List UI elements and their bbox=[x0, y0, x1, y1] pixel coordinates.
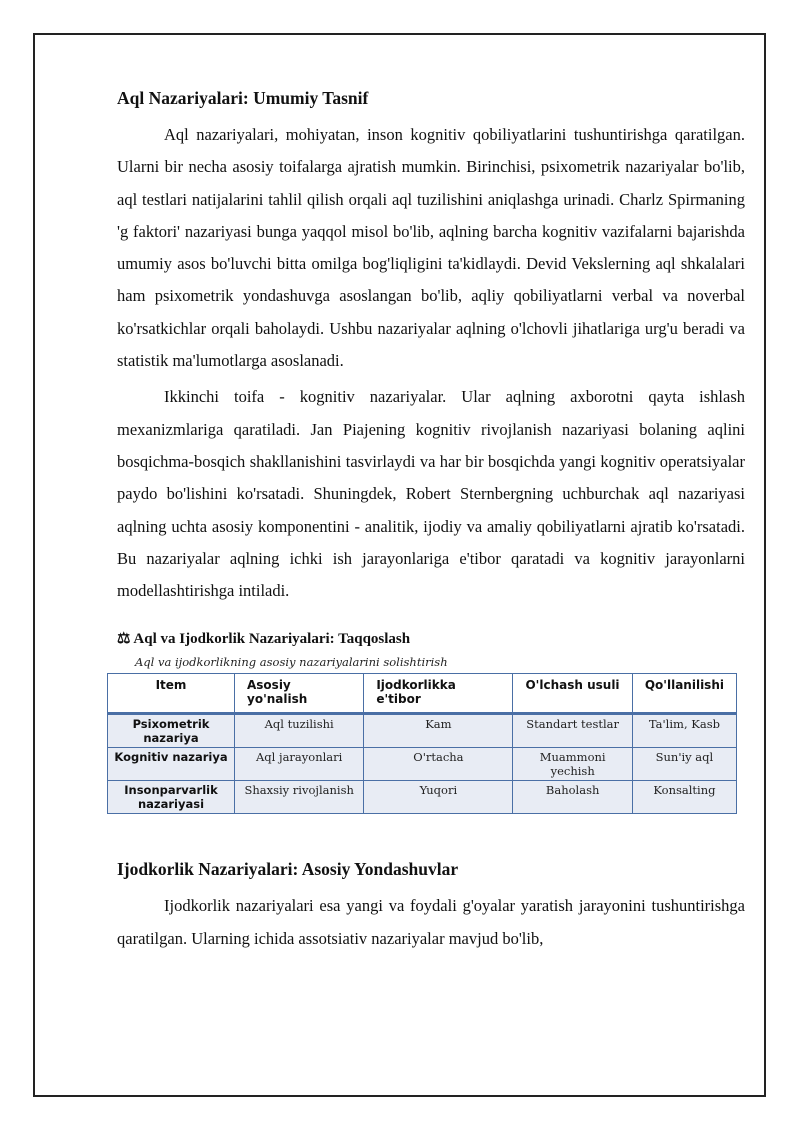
row-header: Kognitiv nazariya bbox=[108, 748, 235, 781]
table-cell: Baholash bbox=[513, 781, 632, 814]
paragraph: Ijodkorlik nazariyalari esa yangi va foydali g'oyalar yaratish jarayonini tushuntirishga qaratilgan. Ularning ichida assotsiativ nazariyalar mavjud bo'lib, bbox=[117, 896, 745, 948]
scales-icon: ⚖ bbox=[117, 631, 131, 648]
table-cell: O'rtacha bbox=[364, 748, 513, 781]
row-header: Insonparvarlik nazariyasi bbox=[108, 781, 235, 814]
table-cell: Ta'lim, Kasb bbox=[632, 714, 736, 748]
table-header-row bbox=[108, 674, 737, 714]
page-frame bbox=[33, 33, 766, 1097]
comparison-table bbox=[107, 673, 737, 814]
table-cell: Sun'iy aql bbox=[632, 748, 736, 781]
column-header: Asosiy yo'nalish bbox=[235, 674, 364, 714]
section-heading: Aql Nazariyalari: Umumiy Tasnif bbox=[117, 88, 369, 108]
table-row bbox=[108, 748, 737, 781]
table-title-text: Aql va Ijodkorlik Nazariyalari: Taqqoslash bbox=[133, 631, 411, 648]
column-header: Qo'llanilishi bbox=[632, 674, 736, 714]
table-cell: Aql jarayonlari bbox=[235, 748, 364, 781]
table-cell: Shaxsiy rivojlanish bbox=[235, 781, 364, 814]
row-header: Psixometrik nazariya bbox=[108, 714, 235, 748]
column-header: Ijodkorlikka e'tibor bbox=[364, 674, 513, 714]
table-row bbox=[108, 714, 737, 748]
column-header: Item bbox=[108, 674, 235, 714]
column-header: O'lchash usuli bbox=[513, 674, 632, 714]
table-caption: Aql va ijodkorlikning asosiy nazariyalarini solishtirish bbox=[135, 655, 448, 670]
table-title bbox=[117, 629, 745, 649]
table-cell: Standart testlar bbox=[513, 714, 632, 748]
table-cell: Yuqori bbox=[364, 781, 513, 814]
section-heading: Ijodkorlik Nazariyalari: Asosiy Yondashuvlar bbox=[117, 859, 459, 880]
document-content bbox=[114, 87, 745, 959]
paragraph: Ikkinchi toifa - kognitiv nazariyalar. Ular aqlning axborotni qayta ishlash mexanizmlariga qaratiladi. Jan Piajening kognitiv rivojlanish nazariyasi bolaning aqlini bosqichma-bosqich shakllanishini tasvirlaydi va har bir bosqichda yangi kognitiv operatsiyalar paydo bo'lishini ko'rsatadi. Shuningdek, Robert Sternbergning uchburchak aql nazariyasi aqlning uchta asosiy komponentini - analitik, ijodiy va amaliy qobiliyatlarni ajratib ko'rsatadi. Bu nazariyalar aqlning ichki ish jarayonlariga e'tibor qaratadi va kognitiv jarayonlarni modellashtirishga intiladi. bbox=[117, 387, 745, 601]
table-row bbox=[108, 781, 737, 814]
table-cell: Konsalting bbox=[632, 781, 736, 814]
table-cell: Muammoni yechish bbox=[513, 748, 632, 781]
table-cell: Kam bbox=[364, 714, 513, 748]
table-cell: Aql tuzilishi bbox=[235, 714, 364, 748]
paragraph: Aql nazariyalari, mohiyatan, inson kognitiv qobiliyatlarini tushuntirishga qaratilgan. Ularni bir necha asosiy toifalarga ajratish mumkin. Birinchisi, psixometrik nazariyalar bo'lib, aql testlari natijalarini tahlil qilish orqali aql tuzilishini aniqlashga urinadi. Charlz Spirmaning 'g faktori' nazariyasi bunga yaqqol misol bo'lib, aqlning barcha kognitiv vazifalarni bajarishda umumiy asos bo'luvchi bitta omilga bog'liqligini ta'kidlaydi. Devid Vekslerning aql shkalalari ham psixometrik yondashuvga asoslangan bo'lib, aqliy qobiliyatlarni verbal va noverbal ko'rsatkichlar orqali baholaydi. Ushbu nazariyalar aqlning o'lchovli jihatlariga urg'u beradi va statistik ma'lumotlarga asoslanadi. bbox=[117, 125, 745, 371]
